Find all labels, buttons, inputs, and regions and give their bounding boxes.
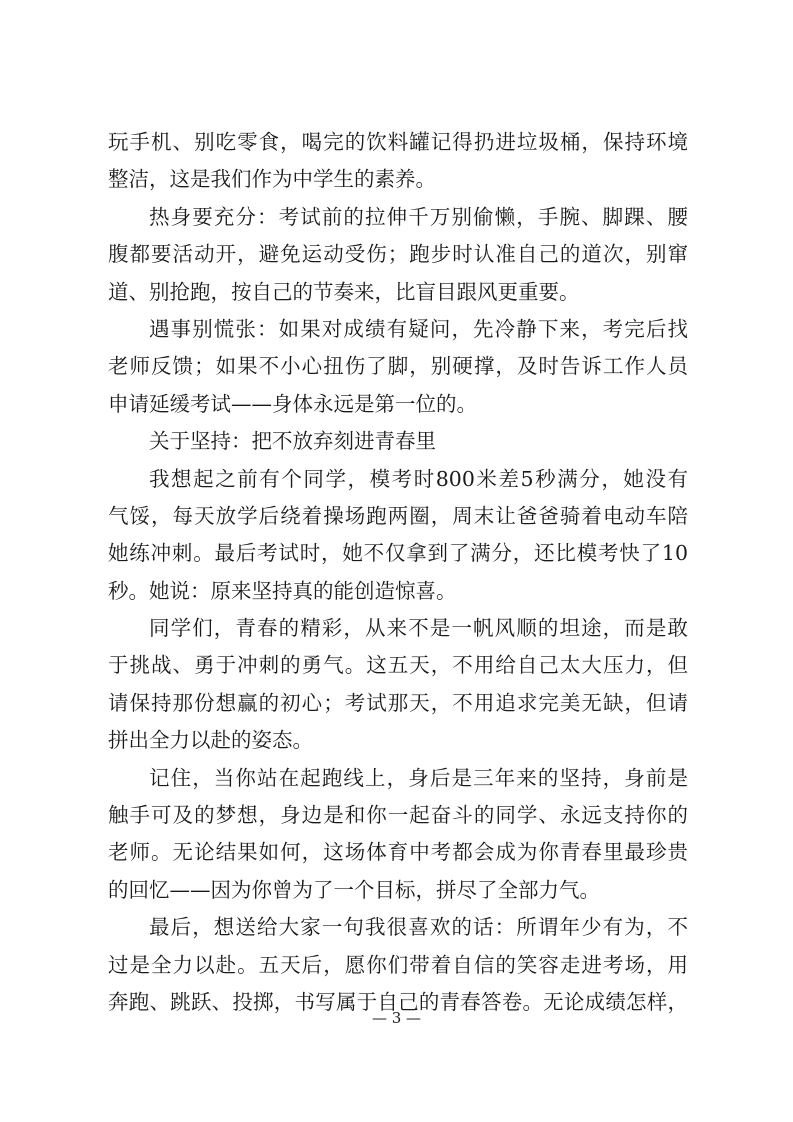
text-line: 老师。无论结果如何，这场体育中考都会成为你青春里最珍贵	[108, 840, 688, 865]
text-line: 腹都要活动开，避免运动受伤；跑步时认准自己的道次，别窜	[108, 242, 688, 267]
text-line: 遇事别慌张：如果对成绩有疑问，先冷静下来，考完后找	[149, 316, 688, 341]
text-line: 同学们，青春的精彩，从来不是一帆风顺的坦途，而是敢	[149, 616, 688, 641]
page-number: — 3 —	[371, 1009, 422, 1027]
text-line: 奔跑、跳跃、投掷，书写属于自己的青春答卷。无论成绩怎样，	[108, 989, 688, 1014]
text-line: 气馁，每天放学后绕着操场跑两圈，周末让爸爸骑着电动车陪	[108, 503, 688, 528]
text-line: 申请延缓考试——身体永远是第一位的。	[108, 391, 477, 416]
text-line: 老师反馈；如果不小心扭伤了脚，别硬撑，及时告诉工作人员	[108, 354, 688, 379]
text-line: 触手可及的梦想，身边是和你一起奋斗的同学、永远支持你的	[108, 803, 688, 828]
text-line: 记住，当你站在起跑线上，身后是三年来的坚持，身前是	[149, 765, 688, 790]
text-line: 拼出全力以赴的姿态。	[108, 728, 313, 753]
text-line: 最后，想送给大家一句我很喜欢的话：所谓年少有为，不	[149, 915, 688, 940]
text-line: 玩手机、别吃零食，喝完的饮料罐记得扔进垃圾桶，保持环境	[108, 130, 688, 154]
document-body	[108, 124, 688, 1021]
text-line: 她练冲刺。最后考试时，她不仅拿到了满分，还比模考快了10	[108, 541, 688, 566]
text-line: 于挑战、勇于冲刺的勇气。这五天，不用给自己太大压力，但	[108, 653, 688, 678]
text-line: 热身要充分：考试前的拉伸千万别偷懒，手腕、脚踝、腰	[149, 204, 688, 229]
text-line: 请保持那份想赢的初心；考试那天，不用追求完美无缺，但请	[108, 690, 688, 715]
text-line: 道、别抢跑，按自己的节奏来，比盲目跟风更重要。	[108, 279, 580, 304]
text-line: 我想起之前有个同学，模考时800米差5秒满分，她没有	[149, 466, 688, 491]
section-heading: 关于坚持：把不放弃刻进青春里	[149, 429, 436, 454]
text-line: 的回忆——因为你曾为了一个目标，拼尽了全部力气。	[108, 877, 600, 902]
text-line: 过是全力以赴。五天后，愿你们带着自信的笑容走进考场，用	[108, 952, 688, 977]
text-line: 整洁，这是我们作为中学生的素养。	[108, 167, 436, 192]
text-line: 秒。她说：原来坚持真的能创造惊喜。	[108, 578, 457, 603]
